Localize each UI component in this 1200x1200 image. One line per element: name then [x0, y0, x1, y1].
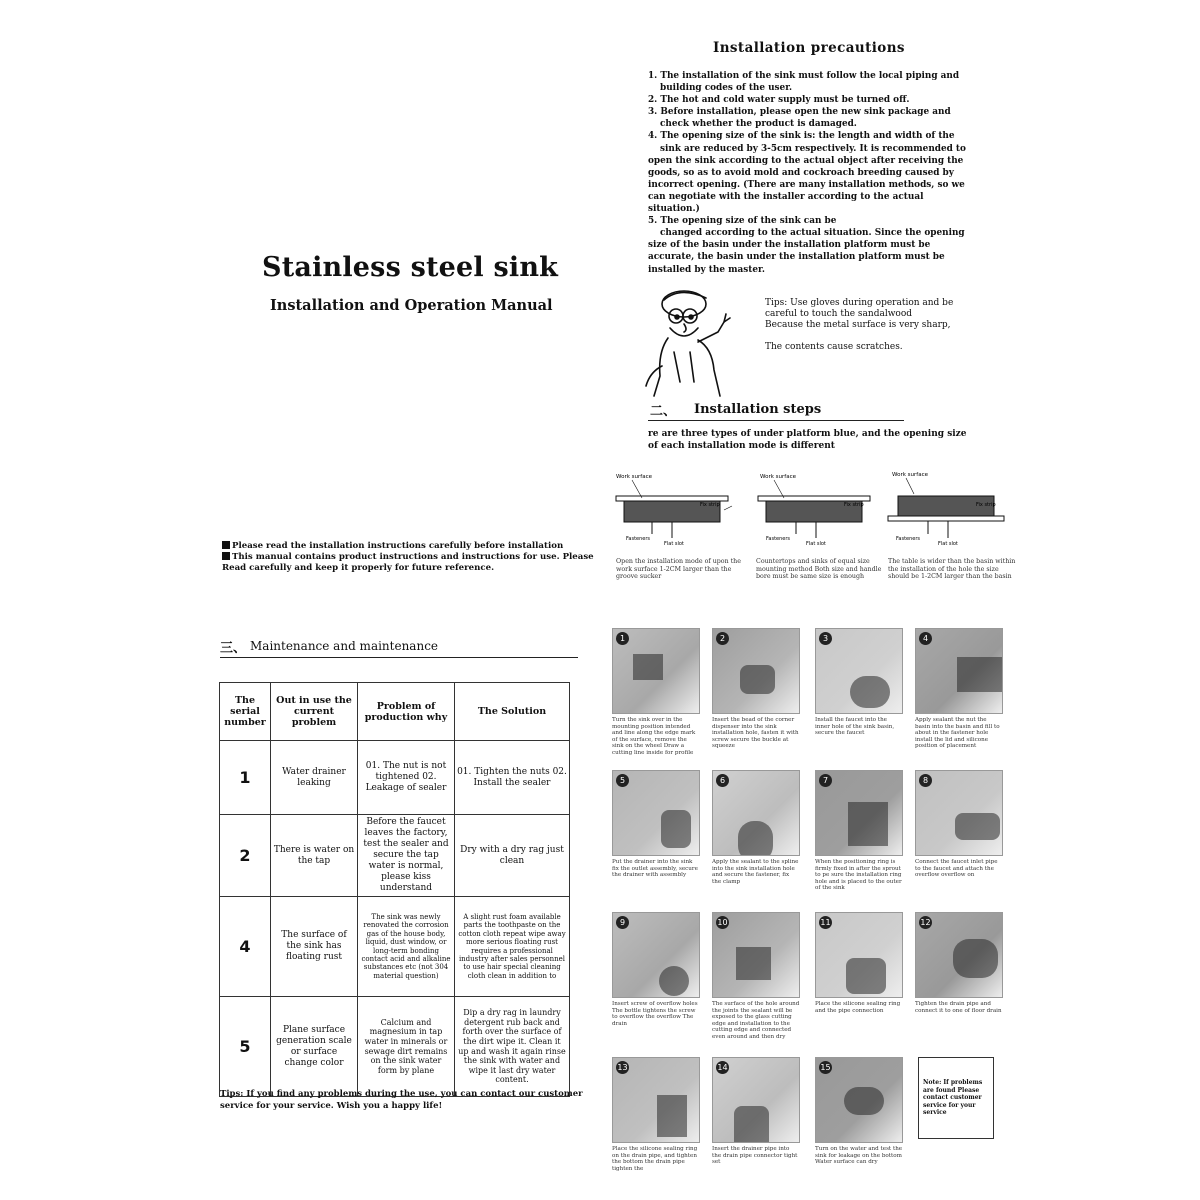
step-caption: Apply the sealant to the spline into the sink installation hole and secure the fastener, fix the clamp — [712, 859, 799, 885]
photo-step — [815, 1057, 903, 1166]
photo-shape — [736, 947, 771, 980]
step-photo — [712, 912, 800, 998]
step-caption: Insert screw of overflow holes The bottle tightens the screw to overflow the overflow The drain — [612, 1001, 698, 1027]
step-photo — [712, 1057, 800, 1143]
table-row — [220, 897, 570, 997]
platform-label: Work surface — [616, 474, 653, 480]
platform-label: Fix strip — [976, 502, 996, 508]
photo-shape — [850, 676, 890, 708]
photo-step — [815, 912, 903, 1014]
step-number-badge: 2 — [716, 632, 729, 645]
step-number-badge: 1 — [616, 632, 629, 645]
photo-step — [815, 628, 903, 737]
step-number-badge: 10 — [717, 918, 728, 927]
photo-shape — [955, 813, 1000, 840]
step-photo — [612, 912, 700, 998]
photo-shape — [659, 966, 689, 996]
step-caption: Install the faucet into the inner hole of the sink basin, secure the faucet — [815, 717, 895, 737]
cause-cell: The sink was newly renovated the corrosion gas of the house body, liquid, dust window, or long-term bonding contact acid and alkaline substances etc (not 304 material question) — [358, 897, 455, 997]
photo-step — [712, 1057, 800, 1166]
precautions-list — [648, 70, 970, 276]
solution-cell: Dip a dry rag in laundry detergent rub back and forth over the surface of the dirt wipe it. Clean it up and wash it again rinse the sink with water and wipe it last dry water content. — [455, 997, 570, 1097]
photo-step — [612, 912, 700, 1027]
platform-label: Flat slot — [938, 541, 958, 546]
serial-number: 2 — [220, 815, 271, 897]
platform-diagram-3 — [884, 466, 1014, 546]
step-photo — [815, 770, 903, 856]
installation-steps-intro: re are three types of under platform blue, and the opening size of each installation mode is different — [648, 429, 967, 451]
problem-cell: There is water on the tap — [271, 815, 358, 897]
serial-number: 4 — [220, 897, 271, 997]
platform-label: Work surface — [892, 472, 929, 478]
table-header: The Solution — [455, 683, 570, 741]
step-caption: Connect the faucet inlet pipe to the faucet and attach the overflow overflow on — [915, 859, 998, 879]
cover-note: This manual contains product instructions and instructions for use. Please Read carefully and keep it properly for future reference. — [222, 552, 594, 573]
photo-step — [915, 628, 1003, 750]
precaution-item: 1. The installation of the sink must follow the local piping and building codes of the user. — [648, 71, 960, 94]
step-photo — [815, 1057, 903, 1143]
step-photo — [712, 628, 800, 714]
precaution-item: 5. The opening size of the sink can be changed according to the actual situation. Since the opening size of the basin under the installation platform must be accurate, the basin under the installation platform must be installed by the master. — [648, 216, 965, 275]
platform-label: Fasteners — [766, 536, 791, 542]
step-caption: Insert the bead of the corner dispenser into the sink installation hole, fasten it with screw secure the buckle at squeeze — [712, 717, 799, 750]
platform-diagrams — [612, 466, 1016, 596]
manual-title: Stainless steel sink — [262, 252, 559, 283]
step-caption: Tighten the drain pipe and connect it to one of floor drain — [915, 1001, 1002, 1014]
cover-note: Please read the installation instructions carefully before installation — [222, 541, 594, 552]
problem-cell: Plane surface generation scale or surface change color — [271, 997, 358, 1097]
photo-step — [612, 770, 700, 879]
footer-tip: Tips: If you find any problems during the use, you can contact our customer service for your service. Wish you a happy life! — [220, 1089, 583, 1111]
precaution-item: 2. The hot and cold water supply must be turned off. — [648, 95, 910, 106]
precautions-title: Installation precautions — [713, 40, 905, 56]
photo-step — [612, 628, 700, 757]
step-number-badge: 15 — [820, 1063, 831, 1072]
platform-label: Work surface — [760, 474, 797, 480]
platform-caption: Countertops and sinks of equal size mounting method Both size and handle bore must be same size is enough — [756, 558, 882, 580]
platform-label: Fasteners — [896, 536, 921, 542]
photo-shape — [661, 810, 691, 848]
step-caption: The surface of the hole around the joints the sealant will be exposed to the glass cutting edge and installation to the cutting edge and connected even around and then dry — [712, 1001, 800, 1040]
step-number-badge: 9 — [616, 916, 629, 929]
final-note-box: Note: If problems are found Please contact customer service for your service — [918, 1057, 994, 1139]
cause-cell: Calcium and magnesium in tap water in minerals or sewage dirt remains on the sink water form by plane — [358, 997, 455, 1097]
step-photo — [915, 912, 1003, 998]
step-number-badge: 7 — [819, 774, 832, 787]
serial-number: 1 — [220, 741, 271, 815]
photo-shape — [957, 657, 1002, 692]
installation-steps-heading: 二、 Installation steps — [648, 398, 904, 421]
solution-cell: A slight rust foam available parts the toothpaste on the cotton cloth repeat wipe away more serious floating rust requires a professional industry after sales personnel to use hair special cleaning cloth clean in addition to — [455, 897, 570, 997]
maintenance-heading: 三、 Maintenance and maintenance — [220, 637, 578, 658]
step-photo — [712, 770, 800, 856]
step-caption: Insert the drainer pipe into the drain pipe connector tight set — [712, 1146, 798, 1166]
photo-shape — [740, 665, 775, 694]
cover-notes — [222, 541, 594, 574]
step-caption: Place the silicone sealing ring and the pipe connection — [815, 1001, 901, 1014]
step-number-badge: 13 — [617, 1063, 628, 1072]
platform-diagram-1 — [612, 466, 742, 546]
step-photo — [612, 1057, 700, 1143]
step-photo — [815, 912, 903, 998]
problem-cell: The surface of the sink has floating rust — [271, 897, 358, 997]
square-bullet-icon — [222, 541, 230, 549]
photo-shape — [844, 1087, 884, 1115]
table-header: The serial number — [220, 683, 271, 741]
photo-step — [612, 1057, 700, 1172]
step-number-badge: 11 — [820, 918, 831, 927]
tips-text: Tips: Use gloves during operation and be careful to touch the sandalwood Because the metal surface is very sharp, The contents cause scratches. — [765, 298, 954, 352]
photo-step — [815, 770, 903, 892]
step-caption: Turn the sink over in the mounting position intended and line along the edge mark of the surface, remove the sink on the wheel Draw a cutting line inside for profile — [612, 717, 696, 756]
step-number-badge: 12 — [920, 918, 931, 927]
step-photo — [915, 770, 1003, 856]
serial-number: 5 — [220, 997, 271, 1097]
platform-diagram-2 — [752, 466, 882, 546]
step-number-badge: 4 — [919, 632, 932, 645]
step-number-badge: 8 — [919, 774, 932, 787]
platform-label: Fasteners — [626, 536, 651, 542]
precaution-item: 3. Before installation, please open the new sink package and check whether the product is damaged. — [648, 107, 951, 130]
step-photo — [612, 770, 700, 856]
solution-cell: Dry with a dry rag just clean — [455, 815, 570, 897]
table-row — [220, 997, 570, 1097]
step-caption: Put the drainer into the sink fix the outlet assembly, secure the drainer with assembly — [612, 859, 698, 879]
step-caption: Apply sealant the nut the basin into the basin and fill to about in the fastener hole install the lid and silicone position of placement — [915, 717, 1000, 750]
step-caption: Place the silicone sealing ring on the drain pipe, and tighten the bottom the drain pipe tighten the — [612, 1146, 698, 1172]
manual-subtitle: Installation and Operation Manual — [270, 297, 553, 314]
table-row — [220, 815, 570, 897]
step-number-badge: 6 — [716, 774, 729, 787]
table-header: Out in use the current problem — [271, 683, 358, 741]
photo-step — [712, 770, 800, 885]
photo-shape — [657, 1095, 687, 1137]
photo-shape — [738, 821, 773, 856]
solution-cell: 01. Tighten the nuts 02. Install the sealer — [455, 741, 570, 815]
step-photo — [915, 628, 1003, 714]
cause-cell: 01. The nut is not tightened 02. Leakage of sealer — [358, 741, 455, 815]
photo-shape — [734, 1106, 769, 1143]
cause-cell: Before the faucet leaves the factory, test the sealer and secure the tap water is normal, please kiss understand — [358, 815, 455, 897]
step-number-badge: 3 — [819, 632, 832, 645]
platform-label: Fix strip — [700, 502, 720, 508]
table-header-row — [220, 683, 570, 741]
photo-shape — [846, 958, 886, 994]
platform-label: Flat slot — [806, 541, 826, 546]
precaution-item: 4. The opening size of the sink is: the length and width of the sink are reduced by 3-5cm respectively. It is recommended to open the sink according to the actual object after receiving the goods, so as to avoid mold and cockroach breeding caused by incorrect opening. (There are many installation methods, so we can negotiate with the installer according to the actual situation.) — [648, 131, 966, 215]
platform-label: Fix strip — [844, 502, 864, 508]
maintenance-table — [219, 682, 570, 1097]
table-row — [220, 741, 570, 815]
photo-shape — [848, 802, 888, 846]
platform-caption: The table is wider than the basin within the installation of the hole the size should be 1-2CM larger than the basin — [888, 558, 1016, 580]
worker-cartoon-icon — [640, 282, 750, 400]
table-header: Problem of production why — [358, 683, 455, 741]
step-number-badge: 14 — [717, 1063, 728, 1072]
photo-step — [915, 912, 1003, 1014]
platform-label: Flat slot — [664, 541, 684, 546]
step-caption: When the positioning ring is firmly fixed in after the sprout to pe sure the installation ring hole and is placed to the outer of the sink — [815, 859, 902, 892]
platform-caption: Open the installation mode of upon the work surface 1-2CM larger than the groove sucker — [616, 558, 741, 580]
photo-step — [712, 628, 800, 750]
photo-step — [915, 770, 1003, 879]
step-caption: Turn on the water and test the sink for leakage on the bottom Water surface can dry — [815, 1146, 903, 1166]
photo-shape — [953, 939, 998, 978]
square-bullet-icon — [222, 552, 230, 560]
photo-shape — [633, 654, 663, 680]
photo-step — [712, 912, 800, 1041]
problem-cell: Water drainer leaking — [271, 741, 358, 815]
step-photo — [815, 628, 903, 714]
step-photo — [612, 628, 700, 714]
step-number-badge: 5 — [616, 774, 629, 787]
